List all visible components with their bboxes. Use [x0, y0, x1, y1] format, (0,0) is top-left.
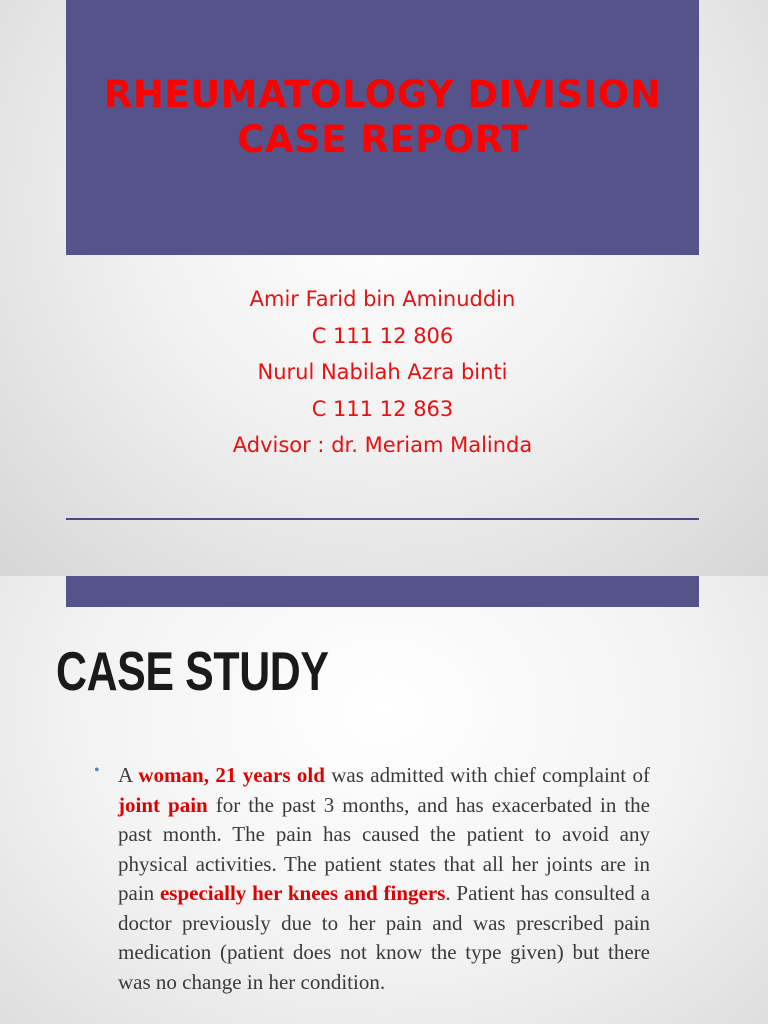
- slide-title-line-2: CASE REPORT: [237, 118, 528, 161]
- top-band: [66, 576, 699, 607]
- case-paragraph: [118, 761, 650, 997]
- title-block: [66, 0, 699, 255]
- slide-title-line-1: RHEUMATOLOGY DIVISION: [103, 73, 662, 116]
- paragraph-text: . Patient has consulted a doctor previously due to her pain and was prescribed pain medication (patient does not know the type given) but there was no change in her condition.: [118, 881, 650, 994]
- paragraph-text: was admitted with chief complaint of: [324, 763, 650, 787]
- author-name-2: Nurul Nabilah Azra binti: [257, 360, 508, 384]
- highlighted-text: joint pain: [118, 792, 208, 817]
- divider-line: [66, 518, 699, 520]
- highlighted-text: woman, 21 years old: [138, 763, 325, 787]
- student-id-1: C 111 12 806: [311, 323, 454, 348]
- student-id-2: C 111 12 863: [311, 396, 454, 421]
- author-list: [66, 281, 699, 464]
- highlighted-text: especially her knees and fingers: [159, 881, 446, 905]
- section-heading: CASE STUDY: [56, 640, 329, 702]
- case-study-slide: [0, 576, 768, 1024]
- paragraph-text: A: [118, 763, 139, 787]
- slide-title: [66, 72, 699, 162]
- bullet-icon: •: [94, 762, 100, 779]
- paragraph-text: for the past 3 months, and has exacerbated in the past month. The pain has caused the patient to avoid any physical activities. The patient states that all her joints are in pain: [118, 792, 650, 905]
- advisor-line: Advisor : dr. Meriam Malinda: [232, 433, 533, 457]
- author-name-1: Amir Farid bin Aminuddin: [249, 287, 516, 311]
